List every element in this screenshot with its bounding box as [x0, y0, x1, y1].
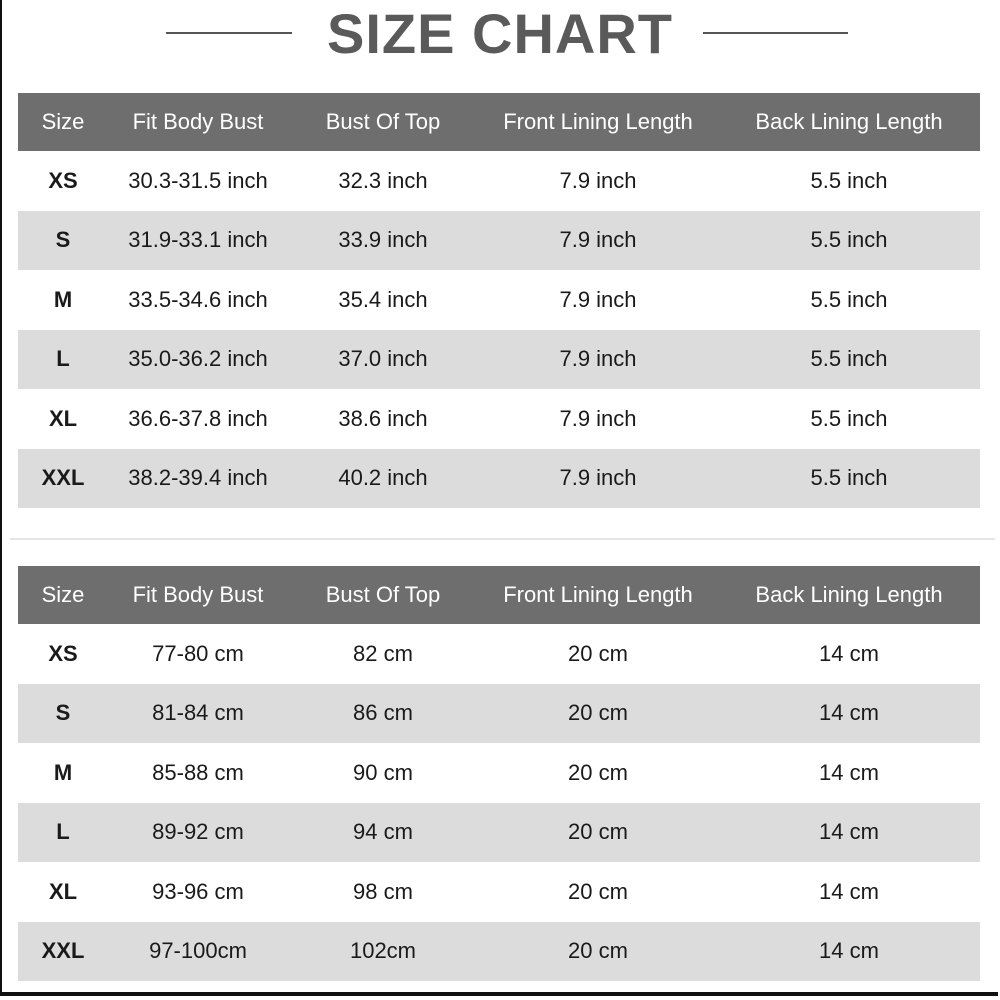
cell-size: XS	[48, 167, 78, 193]
cell-fit-body-bust: 33.5-34.6 inch	[128, 286, 268, 312]
cell-bust-of-top: 86 cm	[353, 700, 413, 726]
cell-size: XS	[48, 640, 78, 666]
cell-bust-of-top: 40.2 inch	[338, 465, 428, 491]
cell-back-lining-length: 14 cm	[819, 640, 879, 666]
cell-fit-body-bust: 81-84 cm	[152, 700, 244, 726]
cell-bust-of-top: 35.4 inch	[338, 286, 428, 312]
cell-front-lining-length: 20 cm	[568, 938, 628, 964]
cell-size: M	[53, 286, 73, 312]
cell-size: XL	[48, 878, 78, 904]
cell-front-lining-length: 7.9 inch	[559, 346, 637, 372]
cell-back-lining-length: 14 cm	[819, 819, 879, 845]
cell-fit-body-bust: 35.0-36.2 inch	[128, 346, 268, 372]
table-divider	[10, 538, 995, 540]
cell-fit-body-bust: 30.3-31.5 inch	[128, 167, 268, 193]
table-row	[18, 330, 980, 390]
cell-back-lining-length: 5.5 inch	[810, 465, 888, 491]
table-row	[18, 389, 980, 449]
header-size: Size	[41, 109, 85, 134]
header-front-lining-length: Front Lining Length	[503, 109, 693, 134]
cell-front-lining-length: 7.9 inch	[559, 405, 637, 431]
cell-bust-of-top: 98 cm	[353, 878, 413, 904]
cell-back-lining-length: 5.5 inch	[810, 405, 888, 431]
cell-bust-of-top: 37.0 inch	[338, 346, 428, 372]
header-fit-body-bust: Fit Body Bust	[132, 109, 264, 134]
cell-bust-of-top: 94 cm	[353, 819, 413, 845]
table-row	[18, 803, 980, 863]
cell-front-lining-length: 7.9 inch	[559, 167, 637, 193]
size-table-inch	[18, 93, 980, 508]
table-header	[18, 93, 980, 151]
cell-back-lining-length: 14 cm	[819, 938, 879, 964]
cell-fit-body-bust: 77-80 cm	[152, 640, 244, 666]
cell-back-lining-length: 5.5 inch	[810, 227, 888, 253]
header-bust-of-top: Bust Of Top	[325, 582, 441, 607]
table-row	[18, 211, 980, 271]
header-front-lining-length: Front Lining Length	[503, 582, 693, 607]
size-table-cm	[18, 566, 980, 981]
cell-bust-of-top: 38.6 inch	[338, 405, 428, 431]
cell-size: S	[55, 227, 71, 253]
cell-fit-body-bust: 85-88 cm	[152, 759, 244, 785]
cell-back-lining-length: 14 cm	[819, 700, 879, 726]
cell-back-lining-length: 14 cm	[819, 878, 879, 904]
header-bust-of-top: Bust Of Top	[325, 109, 441, 134]
cell-front-lining-length: 20 cm	[568, 700, 628, 726]
cell-size: XXL	[41, 938, 85, 964]
table-row	[18, 862, 980, 922]
page-title: SIZE CHART	[327, 2, 673, 65]
cell-front-lining-length: 7.9 inch	[559, 286, 637, 312]
cell-back-lining-length: 5.5 inch	[810, 286, 888, 312]
table-row	[18, 922, 980, 982]
cell-size: L	[56, 346, 70, 372]
table-row	[18, 449, 980, 509]
cell-fit-body-bust: 31.9-33.1 inch	[128, 227, 268, 253]
cell-back-lining-length: 14 cm	[819, 759, 879, 785]
table-row	[18, 151, 980, 211]
cell-bust-of-top: 82 cm	[353, 640, 413, 666]
cell-size: S	[55, 700, 71, 726]
table-row	[18, 743, 980, 803]
cell-fit-body-bust: 36.6-37.8 inch	[128, 405, 268, 431]
cell-back-lining-length: 5.5 inch	[810, 167, 888, 193]
header-back-lining-length: Back Lining Length	[755, 109, 943, 134]
cell-fit-body-bust: 93-96 cm	[152, 878, 244, 904]
title-row	[0, 0, 1000, 70]
header-back-lining-length: Back Lining Length	[755, 582, 943, 607]
table-row	[18, 270, 980, 330]
cell-fit-body-bust: 38.2-39.4 inch	[128, 465, 268, 491]
cell-front-lining-length: 20 cm	[568, 640, 628, 666]
cell-bust-of-top: 32.3 inch	[338, 167, 428, 193]
title-rule-left	[166, 32, 292, 34]
cell-bust-of-top: 33.9 inch	[338, 227, 428, 253]
title-rule-right	[703, 32, 848, 34]
table-header	[18, 566, 980, 624]
cell-fit-body-bust: 97-100cm	[149, 938, 247, 964]
table-row	[18, 624, 980, 684]
cell-size: L	[56, 819, 70, 845]
cell-front-lining-length: 20 cm	[568, 759, 628, 785]
header-fit-body-bust: Fit Body Bust	[132, 582, 264, 607]
cell-size: XL	[48, 405, 78, 431]
cell-bust-of-top: 102cm	[349, 938, 417, 964]
cell-size: M	[53, 759, 73, 785]
table-row	[18, 684, 980, 744]
cell-front-lining-length: 7.9 inch	[559, 227, 637, 253]
cell-bust-of-top: 90 cm	[353, 759, 413, 785]
cell-fit-body-bust: 89-92 cm	[152, 819, 244, 845]
header-size: Size	[41, 582, 85, 607]
cell-back-lining-length: 5.5 inch	[810, 346, 888, 372]
cell-front-lining-length: 7.9 inch	[559, 465, 637, 491]
cell-front-lining-length: 20 cm	[568, 878, 628, 904]
cell-size: XXL	[41, 465, 85, 491]
cell-front-lining-length: 20 cm	[568, 819, 628, 845]
